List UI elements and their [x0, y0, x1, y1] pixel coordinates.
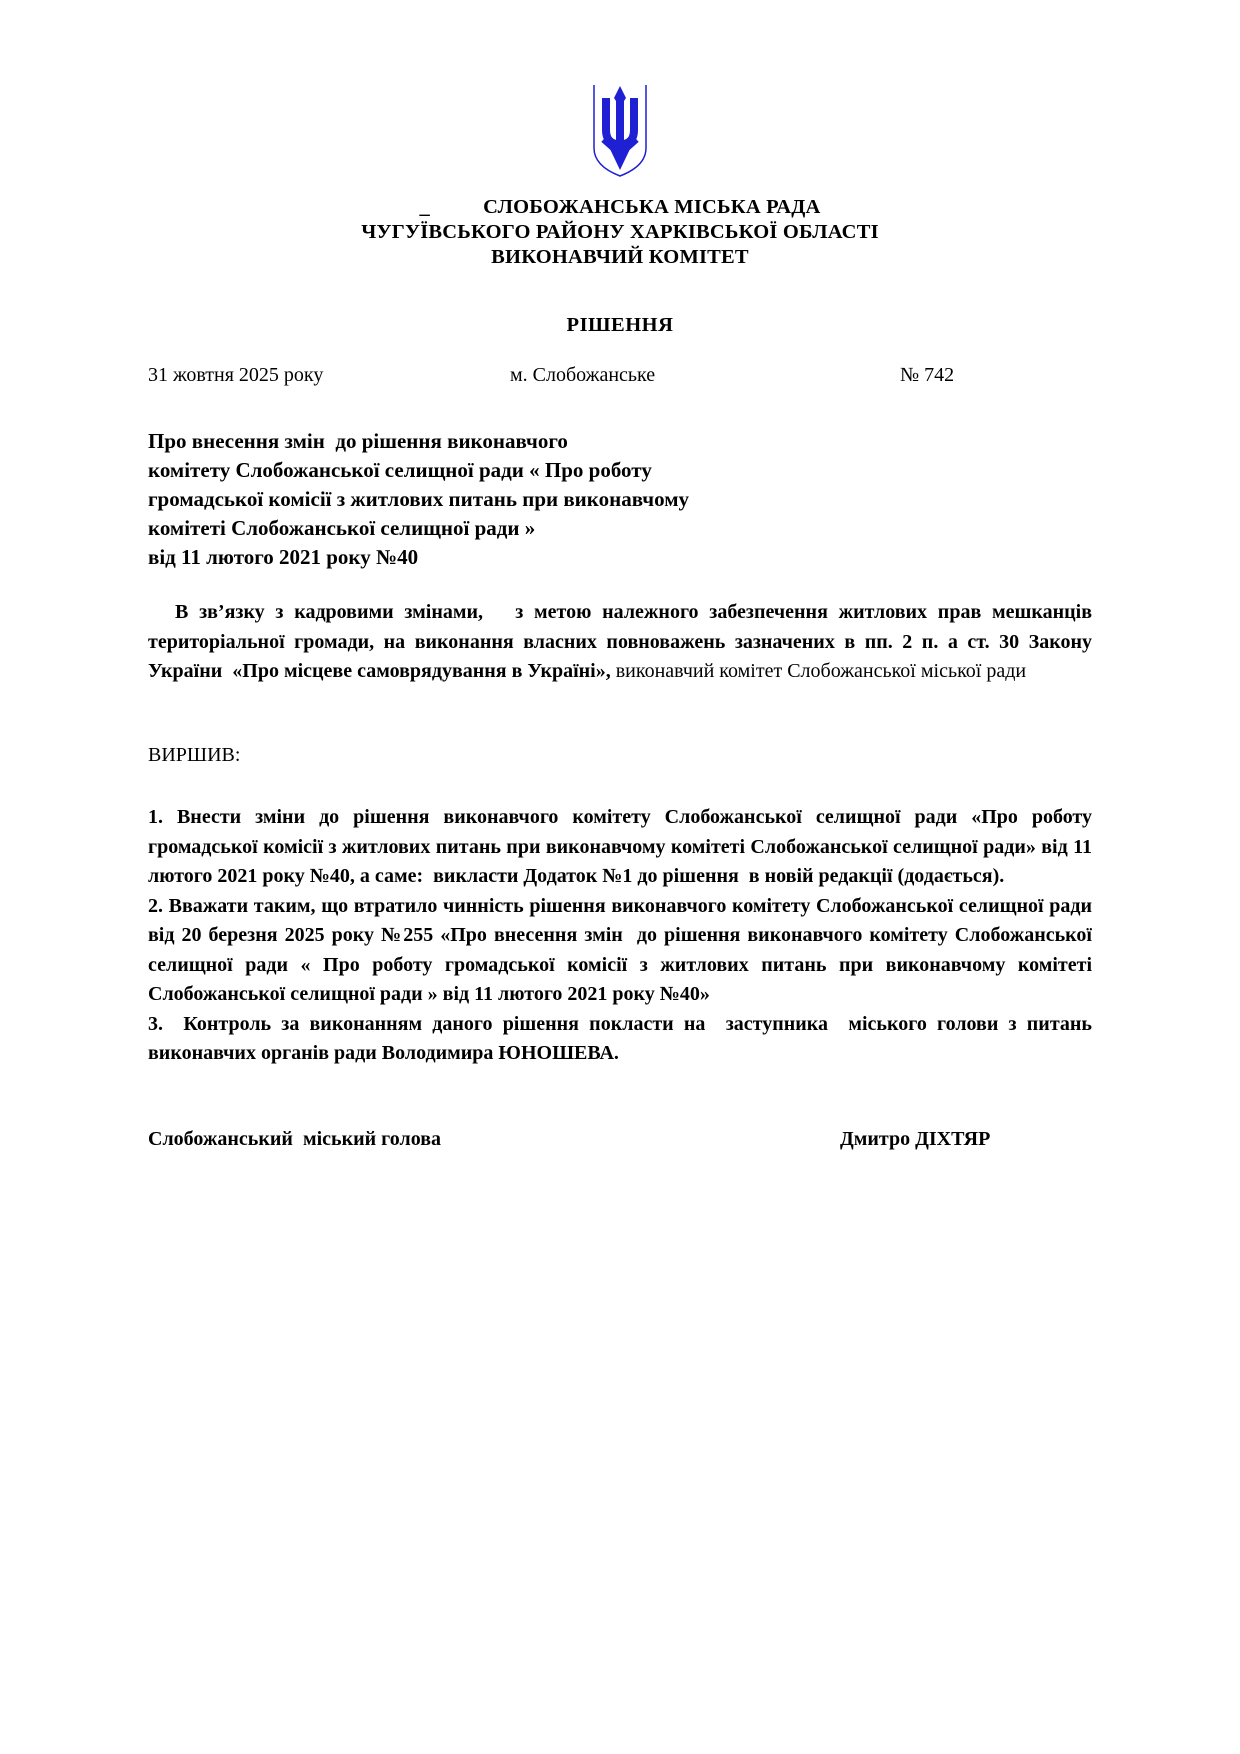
preamble-regular-text: виконавчий комітет Слобожанської міської ради [610, 660, 1027, 682]
preamble-paragraph [148, 598, 1092, 687]
org-name-line2: ЧУГУЇВСЬКОГО РАЙОНУ ХАРКІВСЬКОЇ ОБЛАСТІ [361, 221, 879, 243]
trident-icon [588, 84, 652, 180]
document-subject [148, 427, 808, 572]
document-meta-row [148, 364, 1092, 390]
preamble-bold-text: В зв’язку з кадровими змінами, з метою належного забезпечення житлових прав мешканців територіальної громади, на виконання власних повноважень зазначених в пп. 2 п. а ст. 30 Закону України «Про місцеве самоврядування в Україні», [148, 601, 1092, 682]
document-type-heading: РІШЕННЯ [566, 314, 674, 336]
resolution-item-3: 3. Контроль за виконанням даного рішення покласти на заступника міського голови з питань виконавчих органів ради Володимира ЮНОШЕВА. [148, 1012, 1092, 1064]
resolution-items [148, 803, 1092, 1069]
subject-line: комітету Слобожанської селищної ради « Про роботу [148, 458, 652, 482]
resolution-item-1: 1. Внести зміни до рішення виконавчого комітету Слобожанської селищної ради «Про роботу громадської комісії з житлових питань при виконавчому комітеті Слобожанської селищної ради» від 11 лютого 2021 року №40, а саме: викласти Додаток №1 до рішення в новій редакції (додається). [148, 806, 1092, 887]
subject-line: комітеті Слобожанської селищної ради » [148, 516, 536, 540]
resolved-label: ВИРШИВ: [148, 744, 241, 766]
subject-line: від 11 лютого 2021 року №40 [148, 545, 419, 569]
resolution-item-2: 2. Вважати таким, що втратило чинність рішення виконавчого комітету Слобожанської селищної ради від 20 березня 2025 року №255 «Про внесення змін до рішення виконавчого комітету Слобожанської селищної ради « Про роботу громадської комісії з житлових питань при виконавчому комітеті Слобожанської селищної ради » від 11 лютого 2021 року №40» [148, 894, 1092, 1005]
document-number: № 742 [900, 364, 955, 386]
ukraine-trident-emblem [588, 84, 652, 180]
signature-row [148, 1128, 1092, 1156]
subject-line: Про внесення змін до рішення виконавчого [148, 429, 568, 453]
signatory-name: Дмитро ДІХТЯР [840, 1128, 991, 1150]
org-name-block [0, 195, 1240, 270]
document-date: 31 жовтня 2025 року [148, 364, 324, 386]
org-name-line1: _ СЛОБОЖАНСЬКА МІСЬКА РАДА [419, 196, 821, 218]
document-place: м. Слобожанське [510, 364, 656, 386]
signatory-title: Слобожанський міський голова [148, 1128, 441, 1150]
subject-line: громадської комісії з житлових питань при виконавчому [148, 487, 689, 511]
org-name-line3: ВИКОНАВЧИЙ КОМІТЕТ [491, 246, 749, 268]
